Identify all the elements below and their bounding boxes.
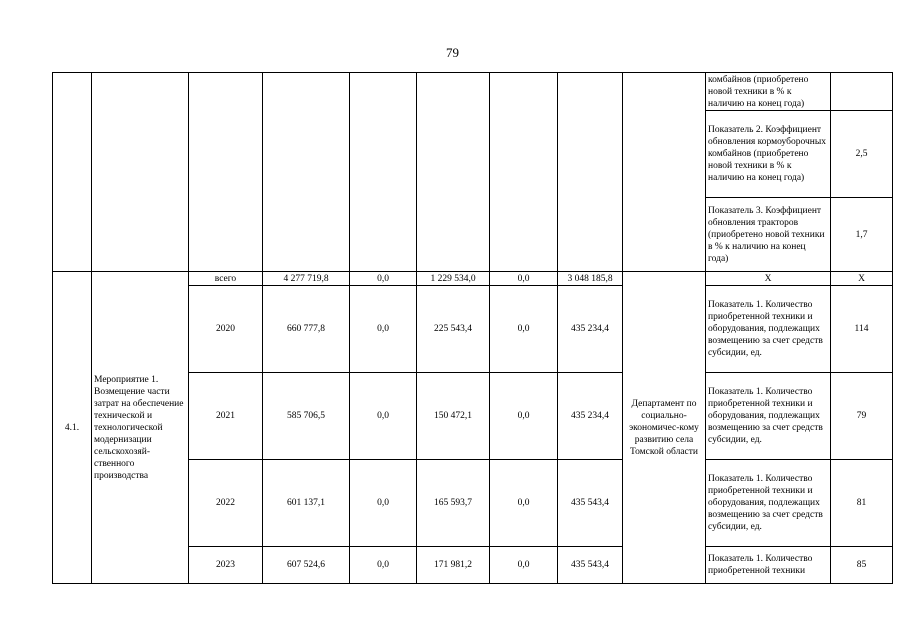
empty-cell [417, 73, 490, 272]
amount-cell: 4 277 719,8 [263, 272, 350, 286]
amount-cell: 585 706,5 [263, 373, 350, 460]
measure-index: 4.1. [53, 272, 92, 584]
indicator-value: 2,5 [831, 111, 893, 198]
empty-cell [189, 73, 263, 272]
year-cell: 2023 [189, 547, 263, 584]
indicator-value: 1,7 [831, 198, 893, 272]
indicator-value: 81 [831, 460, 893, 547]
amount-cell: 0,0 [350, 547, 417, 584]
indicator-cell: Показатель 1. Количество приобретенной техники и оборудования, подлежащих возмещению за счет средств субсидии, ед. [706, 373, 831, 460]
program-table [52, 72, 893, 584]
amount-cell: 435 234,4 [558, 373, 623, 460]
table-row [53, 73, 893, 111]
amount-cell: 435 234,4 [558, 286, 623, 373]
indicator-value: 85 [831, 547, 893, 584]
measure-name: Мероприятие 1. Возмещение части затрат на обеспечение технической и технологической модернизации сельскохозяй-ственного производства [92, 272, 189, 584]
amount-cell: 0,0 [490, 373, 558, 460]
indicator-value [831, 73, 893, 111]
empty-cell [558, 73, 623, 272]
empty-cell [263, 73, 350, 272]
year-cell: 2021 [189, 373, 263, 460]
amount-cell: 435 543,4 [558, 547, 623, 584]
amount-cell: 225 543,4 [417, 286, 490, 373]
indicator-cell: Показатель 1. Количество приобретенной техники и оборудования, подлежащих возмещению за счет средств субсидии, ед. [706, 460, 831, 547]
amount-cell: 0,0 [490, 547, 558, 584]
empty-cell [53, 73, 92, 272]
page-number: 79 [446, 45, 459, 60]
empty-cell [92, 73, 189, 272]
amount-cell: 0,0 [490, 460, 558, 547]
amount-cell: 0,0 [350, 460, 417, 547]
amount-cell: 0,0 [490, 272, 558, 286]
amount-cell: 165 593,7 [417, 460, 490, 547]
indicator-cell: комбайнов (приобретено новой техники в % к наличию на конец года) [706, 73, 831, 111]
indicator-cell: Показатель 1. Количество приобретенной техники и оборудования, подлежащих возмещению за счет средств субсидии, ед. [706, 286, 831, 373]
period-label: всего [189, 272, 263, 286]
amount-cell: 601 137,1 [263, 460, 350, 547]
indicator-value: X [831, 272, 893, 286]
indicator-value: 79 [831, 373, 893, 460]
amount-cell: 0,0 [490, 286, 558, 373]
amount-cell: 0,0 [350, 286, 417, 373]
year-cell: 2022 [189, 460, 263, 547]
amount-cell: 0,0 [350, 272, 417, 286]
indicator-cell: X [706, 272, 831, 286]
amount-cell: 435 543,4 [558, 460, 623, 547]
amount-cell: 1 229 534,0 [417, 272, 490, 286]
amount-cell: 607 524,6 [263, 547, 350, 584]
table-row-total [53, 272, 893, 286]
amount-cell: 171 981,2 [417, 547, 490, 584]
amount-cell: 660 777,8 [263, 286, 350, 373]
amount-cell: 3 048 185,8 [558, 272, 623, 286]
empty-cell [490, 73, 558, 272]
year-cell: 2020 [189, 286, 263, 373]
amount-cell: 0,0 [350, 373, 417, 460]
department-cell: Департамент по социально-экономичес-кому развитию села Томской области [623, 272, 706, 584]
empty-cell [623, 73, 706, 272]
indicator-cell: Показатель 2. Коэффициент обновления кормоуборочных комбайнов (приобретено новой техники в % к наличию на конец года) [706, 111, 831, 198]
indicator-cell: Показатель 3. Коэффициент обновления тракторов (приобретено новой техники в % к наличию на конец года) [706, 198, 831, 272]
empty-cell [350, 73, 417, 272]
indicator-value: 114 [831, 286, 893, 373]
indicator-cell: Показатель 1. Количество приобретенной техники [706, 547, 831, 584]
amount-cell: 150 472,1 [417, 373, 490, 460]
